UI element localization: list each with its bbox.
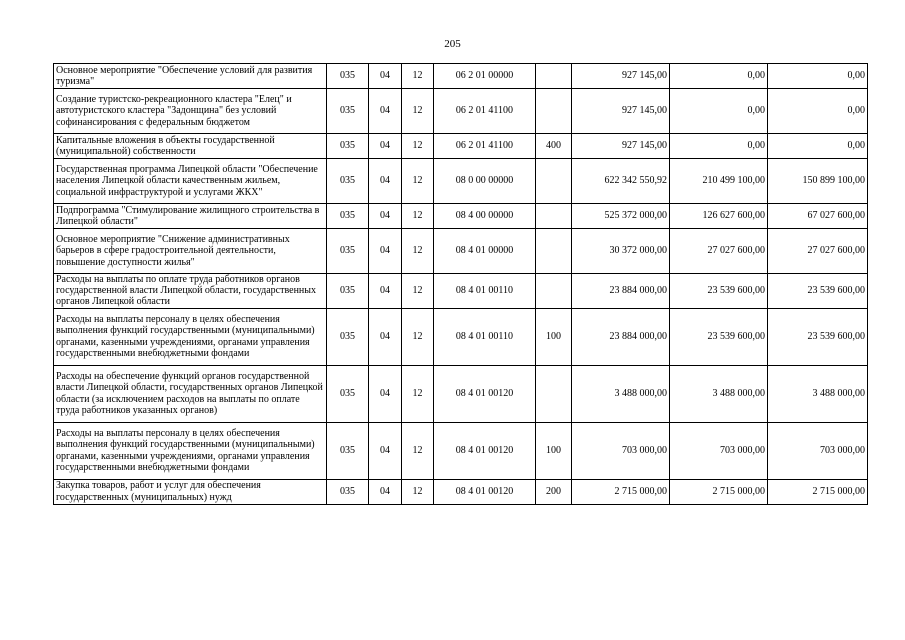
cell-subsection: 12 [402,204,434,229]
cell-target-article: 08 4 01 00110 [434,274,536,309]
cell-admin-code: 035 [327,89,369,134]
cell-sum-year3: 0,00 [768,134,868,159]
cell-expense-type: 400 [536,134,572,159]
cell-subsection: 12 [402,64,434,89]
cell-admin-code: 035 [327,64,369,89]
cell-sum-year3: 27 027 600,00 [768,229,868,274]
cell-name: Расходы на выплаты персоналу в целях обеспечения выполнения функций государственными (муниципальными) органами, казенными учреждениями, органами управления государственными внебюджетными фондами [54,308,327,365]
cell-name: Государственная программа Липецкой области "Обеспечение населения Липецкой области качественным жильем, социальной инфраструктурой и услугами ЖКХ" [54,159,327,204]
cell-sum-year1: 30 372 000,00 [572,229,670,274]
cell-sum-year3: 150 899 100,00 [768,159,868,204]
cell-expense-type [536,64,572,89]
cell-sum-year2: 27 027 600,00 [670,229,768,274]
cell-sum-year3: 23 539 600,00 [768,308,868,365]
cell-target-article: 06 2 01 41100 [434,89,536,134]
cell-target-article: 08 4 01 00110 [434,308,536,365]
cell-section: 04 [369,365,402,422]
cell-admin-code: 035 [327,274,369,309]
cell-admin-code: 035 [327,159,369,204]
cell-sum-year3: 3 488 000,00 [768,365,868,422]
cell-admin-code: 035 [327,308,369,365]
cell-name: Расходы на обеспечение функций органов государственной власти Липецкой области, государственных органов Липецкой области (за исключением расходов на выплаты по оплате труда работников указанных органов) [54,365,327,422]
page-number: 205 [444,38,461,50]
cell-subsection: 12 [402,274,434,309]
cell-target-article: 06 2 01 00000 [434,64,536,89]
cell-section: 04 [369,274,402,309]
cell-sum-year1: 927 145,00 [572,89,670,134]
cell-admin-code: 035 [327,422,369,479]
cell-name: Подпрограмма "Стимулирование жилищного строительства в Липецкой области" [54,204,327,229]
cell-expense-type: 100 [536,308,572,365]
cell-sum-year1: 622 342 550,92 [572,159,670,204]
cell-expense-type [536,159,572,204]
cell-sum-year1: 23 884 000,00 [572,308,670,365]
cell-name: Основное мероприятие "Снижение административных барьеров в сфере градостроительной деятельности, повышение доступности жилья" [54,229,327,274]
cell-sum-year2: 0,00 [670,64,768,89]
cell-target-article: 08 4 01 00000 [434,229,536,274]
cell-name: Расходы на выплаты по оплате труда работников органов государственной власти Липецкой области, государственных органов Липецкой области [54,274,327,309]
cell-sum-year1: 3 488 000,00 [572,365,670,422]
table-row [54,159,868,204]
cell-section: 04 [369,134,402,159]
cell-sum-year2: 210 499 100,00 [670,159,768,204]
cell-section: 04 [369,89,402,134]
table-row [54,89,868,134]
cell-section: 04 [369,422,402,479]
cell-sum-year3: 703 000,00 [768,422,868,479]
cell-target-article: 08 4 01 00120 [434,479,536,504]
cell-target-article: 08 0 00 00000 [434,159,536,204]
cell-subsection: 12 [402,229,434,274]
cell-target-article: 06 2 01 41100 [434,134,536,159]
cell-subsection: 12 [402,134,434,159]
cell-sum-year2: 0,00 [670,134,768,159]
cell-subsection: 12 [402,159,434,204]
cell-sum-year1: 2 715 000,00 [572,479,670,504]
cell-section: 04 [369,159,402,204]
cell-admin-code: 035 [327,229,369,274]
cell-expense-type [536,365,572,422]
cell-sum-year1: 23 884 000,00 [572,274,670,309]
cell-target-article: 08 4 01 00120 [434,422,536,479]
table-row [54,64,868,89]
cell-expense-type: 200 [536,479,572,504]
cell-sum-year2: 126 627 600,00 [670,204,768,229]
cell-sum-year1: 703 000,00 [572,422,670,479]
cell-section: 04 [369,308,402,365]
cell-expense-type [536,204,572,229]
cell-expense-type: 100 [536,422,572,479]
cell-sum-year2: 0,00 [670,89,768,134]
table-row [54,479,868,504]
cell-subsection: 12 [402,479,434,504]
cell-section: 04 [369,229,402,274]
cell-name: Расходы на выплаты персоналу в целях обеспечения выполнения функций государственными (муниципальными) органами, казенными учреждениями, органами управления государственными внебюджетными фондами [54,422,327,479]
table-row [54,274,868,309]
cell-expense-type [536,229,572,274]
cell-sum-year2: 2 715 000,00 [670,479,768,504]
cell-sum-year2: 23 539 600,00 [670,274,768,309]
cell-sum-year3: 23 539 600,00 [768,274,868,309]
cell-sum-year1: 927 145,00 [572,134,670,159]
cell-subsection: 12 [402,308,434,365]
budget-table [53,63,868,505]
cell-name: Создание туристско-рекреационного кластера "Елец" и автотуристского кластера "Задонщина" без условий софинансирования с федеральным бюджетом [54,89,327,134]
table-row [54,134,868,159]
cell-admin-code: 035 [327,204,369,229]
cell-section: 04 [369,479,402,504]
cell-admin-code: 035 [327,479,369,504]
cell-name: Основное мероприятие "Обеспечение условий для развития туризма" [54,64,327,89]
cell-sum-year3: 67 027 600,00 [768,204,868,229]
table-row [54,308,868,365]
cell-admin-code: 035 [327,134,369,159]
cell-name: Капитальные вложения в объекты государственной (муниципальной) собственности [54,134,327,159]
cell-subsection: 12 [402,89,434,134]
table-row [54,422,868,479]
cell-target-article: 08 4 00 00000 [434,204,536,229]
cell-expense-type [536,274,572,309]
table-row [54,204,868,229]
cell-sum-year2: 3 488 000,00 [670,365,768,422]
cell-sum-year2: 23 539 600,00 [670,308,768,365]
cell-sum-year3: 0,00 [768,64,868,89]
table-row [54,229,868,274]
cell-sum-year2: 703 000,00 [670,422,768,479]
cell-sum-year1: 525 372 000,00 [572,204,670,229]
cell-sum-year3: 0,00 [768,89,868,134]
cell-admin-code: 035 [327,365,369,422]
table-row [54,365,868,422]
cell-sum-year3: 2 715 000,00 [768,479,868,504]
cell-sum-year1: 927 145,00 [572,64,670,89]
cell-subsection: 12 [402,422,434,479]
cell-expense-type [536,89,572,134]
cell-target-article: 08 4 01 00120 [434,365,536,422]
cell-section: 04 [369,204,402,229]
cell-section: 04 [369,64,402,89]
cell-name: Закупка товаров, работ и услуг для обеспечения государственных (муниципальных) нужд [54,479,327,504]
cell-subsection: 12 [402,365,434,422]
